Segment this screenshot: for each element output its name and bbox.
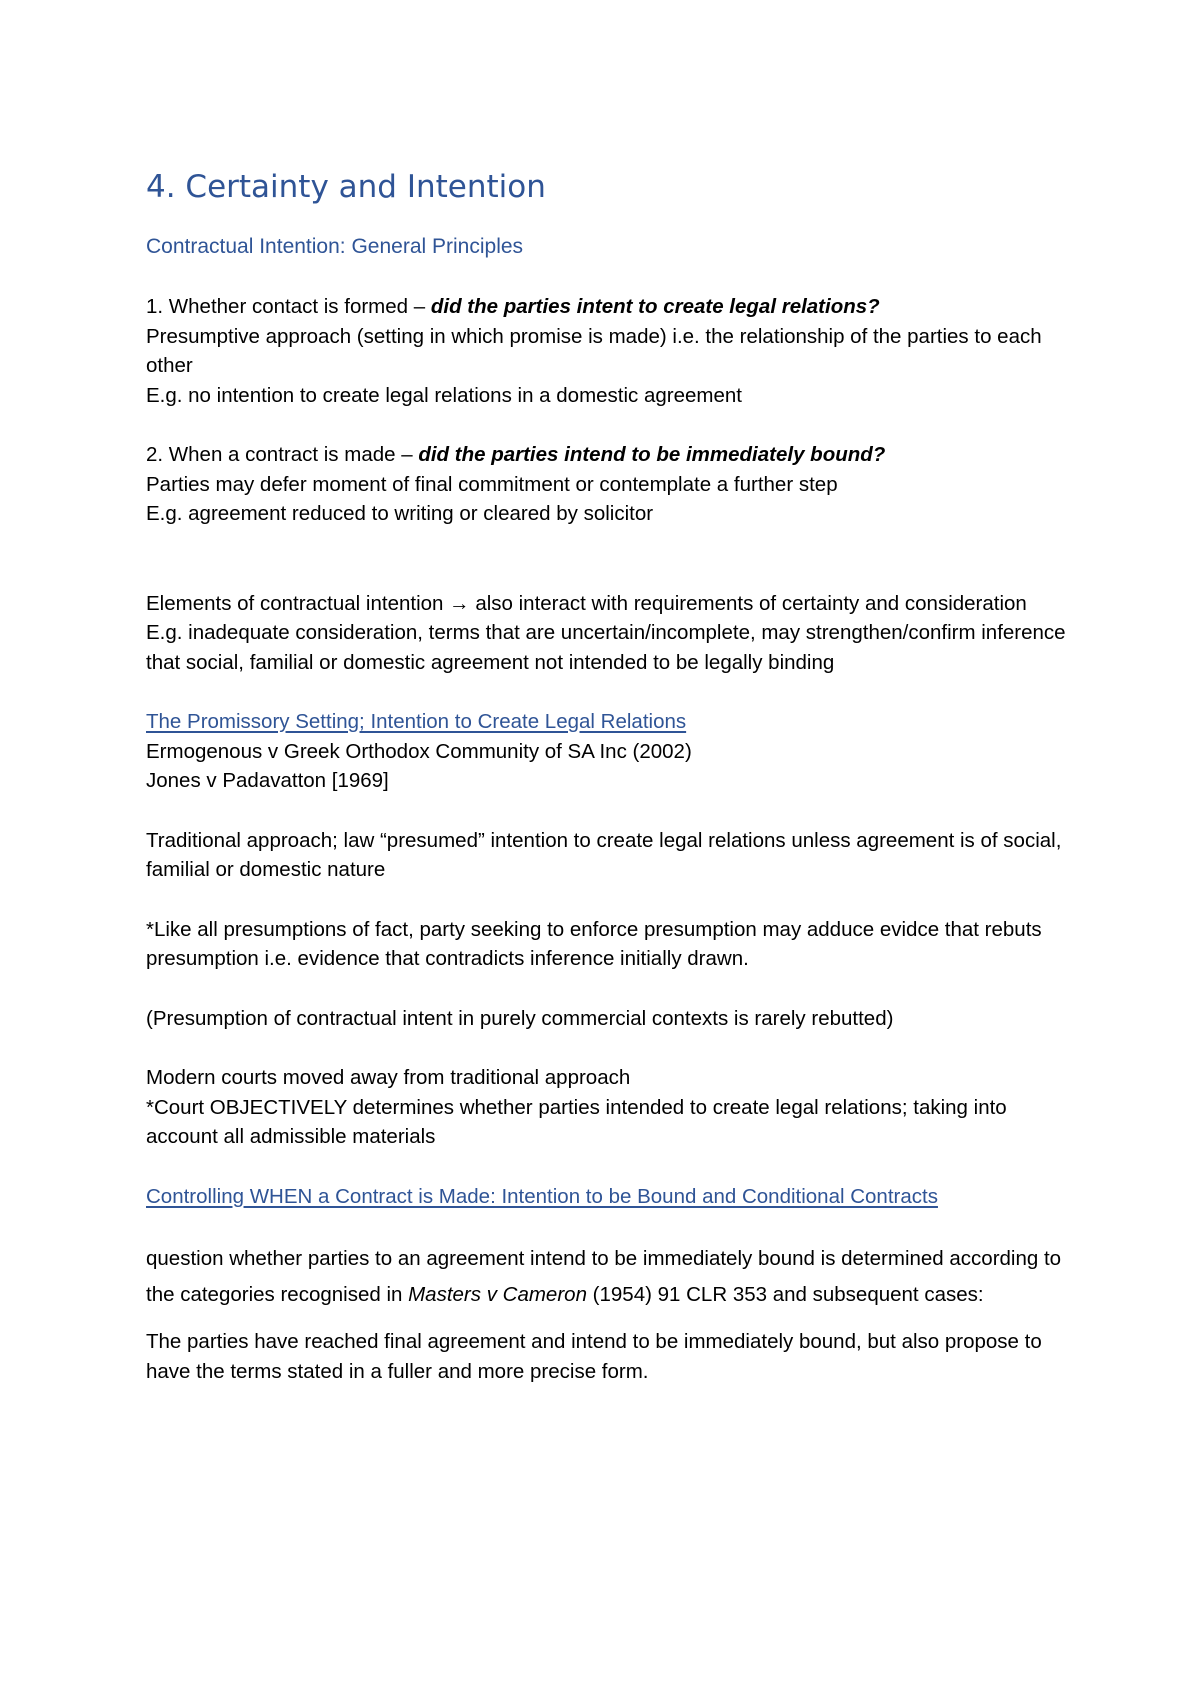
point-one-question (146, 292, 1076, 322)
elements-line1 (146, 589, 1076, 619)
question-text (146, 1241, 1076, 1313)
question-paragraph (146, 1241, 1076, 1313)
point-one-lead: 1. Whether contact is formed – (146, 295, 431, 318)
elements-lead: Elements of contractual intention (146, 591, 450, 615)
point-two-line3: E.g. agreement reduced to writing or cleared by solicitor (146, 502, 654, 525)
presumptions-paragraph (146, 915, 1076, 974)
commercial-paragraph (146, 1004, 1076, 1034)
point-two-question (146, 440, 1076, 470)
point-two-emphasis: did the parties intend to be immediately bound? (418, 443, 886, 466)
elements-paragraph (146, 589, 1076, 678)
promissory-heading[interactable]: The Promissory Setting; Intention to Create Legal Relations (146, 710, 687, 733)
point-two (146, 440, 1076, 529)
point-one-line3: E.g. no intention to create legal relations in a domestic agreement (146, 383, 742, 407)
case-jones: Jones v Padavatton [1969] (146, 769, 389, 792)
question-rest: (1954) 91 CLR 353 and subsequent cases: (586, 1283, 984, 1306)
case-ermogenous: Ermogenous v Greek Orthodox Community of SA Inc (2002) (146, 739, 692, 763)
document-body (146, 168, 1076, 1386)
section-subtitle: Contractual Intention: General Principles (146, 235, 524, 258)
modern-line1: Modern courts moved away from traditional approach (146, 1066, 631, 1089)
commercial-text: (Presumption of contractual intent in purely commercial contexts is rarely rebutted) (146, 1006, 894, 1030)
elements-line2: E.g. inadequate consideration, terms that are uncertain/incomplete, may strengthen/confirm inference that social, familial or domestic agreement not intended to be legally binding (146, 621, 1066, 674)
arrow-icon: → (449, 591, 470, 615)
traditional-text: Traditional approach; law “presumed” intention to create legal relations unless agreement is of social, familial or domestic nature (146, 828, 1062, 881)
point-two-line2: Parties may defer moment of final commitment or contemplate a further step (146, 472, 838, 496)
when-section (146, 1182, 1076, 1212)
point-two-lead: 2. When a contract is made – (146, 443, 419, 466)
when-heading[interactable]: Controlling WHEN a Contract is Made: Intention to be Bound and Conditional Contracts (146, 1184, 938, 1208)
promissory-section (146, 707, 1076, 796)
page-title: 4. Certainty and Intention (146, 169, 546, 205)
final-paragraph (146, 1327, 1076, 1386)
elements-rest: also interact with requirements of certainty and consideration (469, 591, 1027, 615)
modern-line2: *Court OBJECTIVELY determines whether parties intended to create legal relations; taking into account all admissible materials (146, 1095, 1007, 1148)
question-case: Masters v Cameron (408, 1283, 587, 1306)
question-lead: question whether parties to an agreement intend to be immediately bound is determined according to the categories recognised in (146, 1247, 1062, 1306)
presumptions-text: *Like all presumptions of fact, party seeking to enforce presumption may adduce evidce that rebuts presumption i.e. evidence that contradicts inference initially drawn. (146, 917, 1042, 970)
point-one-emphasis: did the parties intent to create legal relations? (430, 295, 880, 318)
final-text: The parties have reached final agreement and intend to be immediately bound, but also propose to have the terms stated in a fuller and more precise form. (146, 1330, 1042, 1383)
modern-paragraph (146, 1063, 1076, 1152)
point-one (146, 292, 1076, 410)
traditional-paragraph (146, 826, 1076, 885)
point-one-line2: Presumptive approach (setting in which promise is made) i.e. the relationship of the parties to each other (146, 324, 1042, 377)
